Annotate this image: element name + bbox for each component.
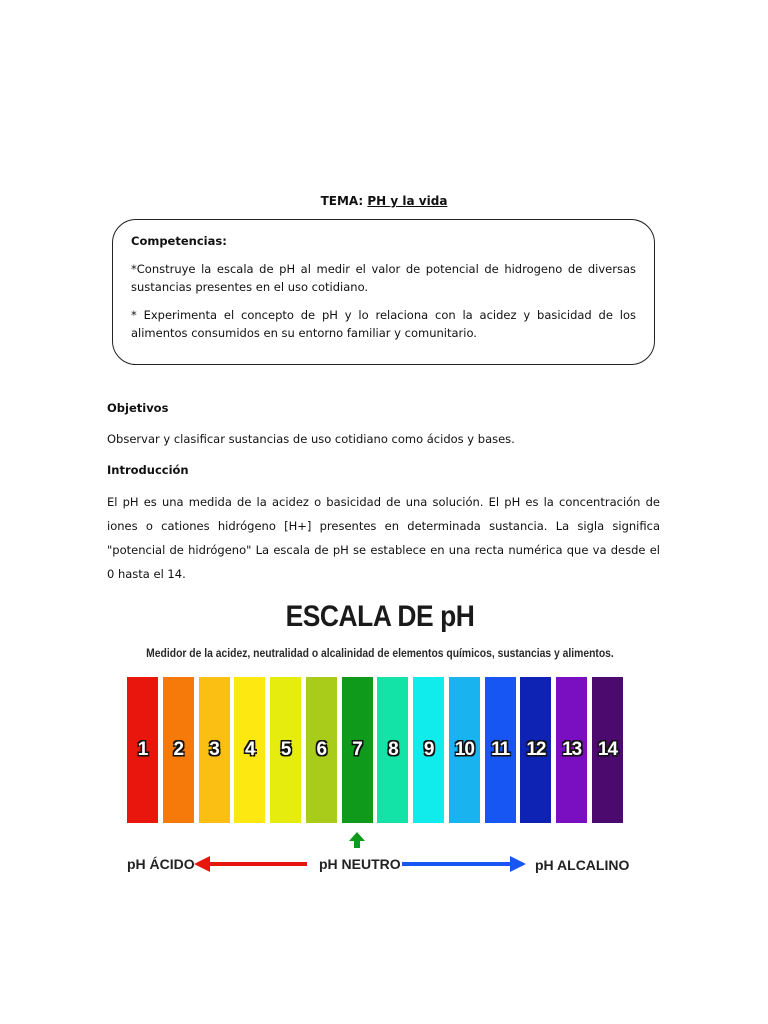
ph-bar-7 — [342, 677, 373, 823]
ph-bar-10 — [449, 677, 480, 823]
acid-arrow — [194, 856, 307, 872]
acid-label: pH ÁCIDO — [127, 856, 195, 872]
ph-bar-12 — [520, 677, 551, 823]
ph-bar-11 — [485, 677, 516, 823]
neutral-label: pH NEUTRO — [319, 856, 401, 872]
ph-bar-number: 4 — [245, 739, 255, 760]
ph-bar-number: 3 — [209, 739, 219, 760]
ph-bar-number: 9 — [423, 739, 434, 760]
ph-bar-number: 12 — [526, 739, 546, 760]
ph-bar-8 — [377, 677, 408, 823]
ph-bar-3 — [199, 677, 230, 823]
figure-title: ESCALA DE pH — [285, 600, 475, 633]
competencias-box — [112, 219, 655, 365]
ph-bar-number: 2 — [173, 739, 184, 760]
page-title — [0, 194, 768, 208]
introduccion-text: El pH es una medida de la acidez o basicidad de una solución. El pH es la concentración de iones o cationes hidrógeno [H+] presentes en determinada sustancia. La sigla significa "potencial de hidrógeno" La escala de pH se establece en una recta numérica que va desde el 0 hasta el 14. — [107, 495, 660, 581]
competencia-item: *Construye la escala de pH al medir el valor de potencial de hidrogeno de diversas sustancias presentes en el uso cotidiano. — [131, 262, 636, 294]
ph-bar-number: 14 — [597, 739, 618, 760]
ph-bar-number: 11 — [491, 739, 510, 760]
neutral-up-arrow — [349, 832, 365, 848]
introduccion-heading: Introducción — [107, 463, 189, 477]
figure-subtitle: Medidor de la acidez, neutralidad o alcalinidad de elementos químicos, sustancias y alimentos. — [146, 648, 614, 660]
ph-bar-14 — [592, 677, 623, 823]
ph-bar-number: 7 — [352, 739, 362, 760]
ph-bar-5 — [270, 677, 301, 823]
ph-bar-1 — [127, 677, 158, 823]
title-topic: PH y la vida — [367, 194, 448, 208]
ph-bar-number: 10 — [454, 739, 474, 760]
alkaline-label: pH ALCALINO — [535, 857, 630, 873]
ph-bar-number: 5 — [280, 739, 291, 760]
ph-bar-number: 6 — [316, 739, 327, 760]
ph-bar-4 — [234, 677, 265, 823]
ph-bars — [127, 677, 623, 823]
alkaline-arrow — [402, 856, 526, 872]
ph-bar-number: 1 — [137, 739, 148, 760]
ph-bar-number: 13 — [562, 739, 582, 760]
ph-bar-6 — [306, 677, 337, 823]
title-prefix: TEMA: — [320, 194, 364, 208]
objetivos-text: Observar y clasificar sustancias de uso cotidiano como ácidos y bases. — [107, 432, 515, 446]
ph-bar-9 — [413, 677, 444, 823]
competencias-heading: Competencias: — [131, 234, 227, 248]
ph-scale-figure — [100, 600, 660, 890]
ph-bar-2 — [163, 677, 194, 823]
competencia-item: * Experimenta el concepto de pH y lo relaciona con la acidez y basicidad de los alimentos consumidos en su entorno familiar y comunitario. — [131, 308, 636, 340]
objetivos-heading: Objetivos — [107, 401, 169, 415]
ph-bar-13 — [556, 677, 587, 823]
ph-bar-number: 8 — [388, 739, 398, 760]
